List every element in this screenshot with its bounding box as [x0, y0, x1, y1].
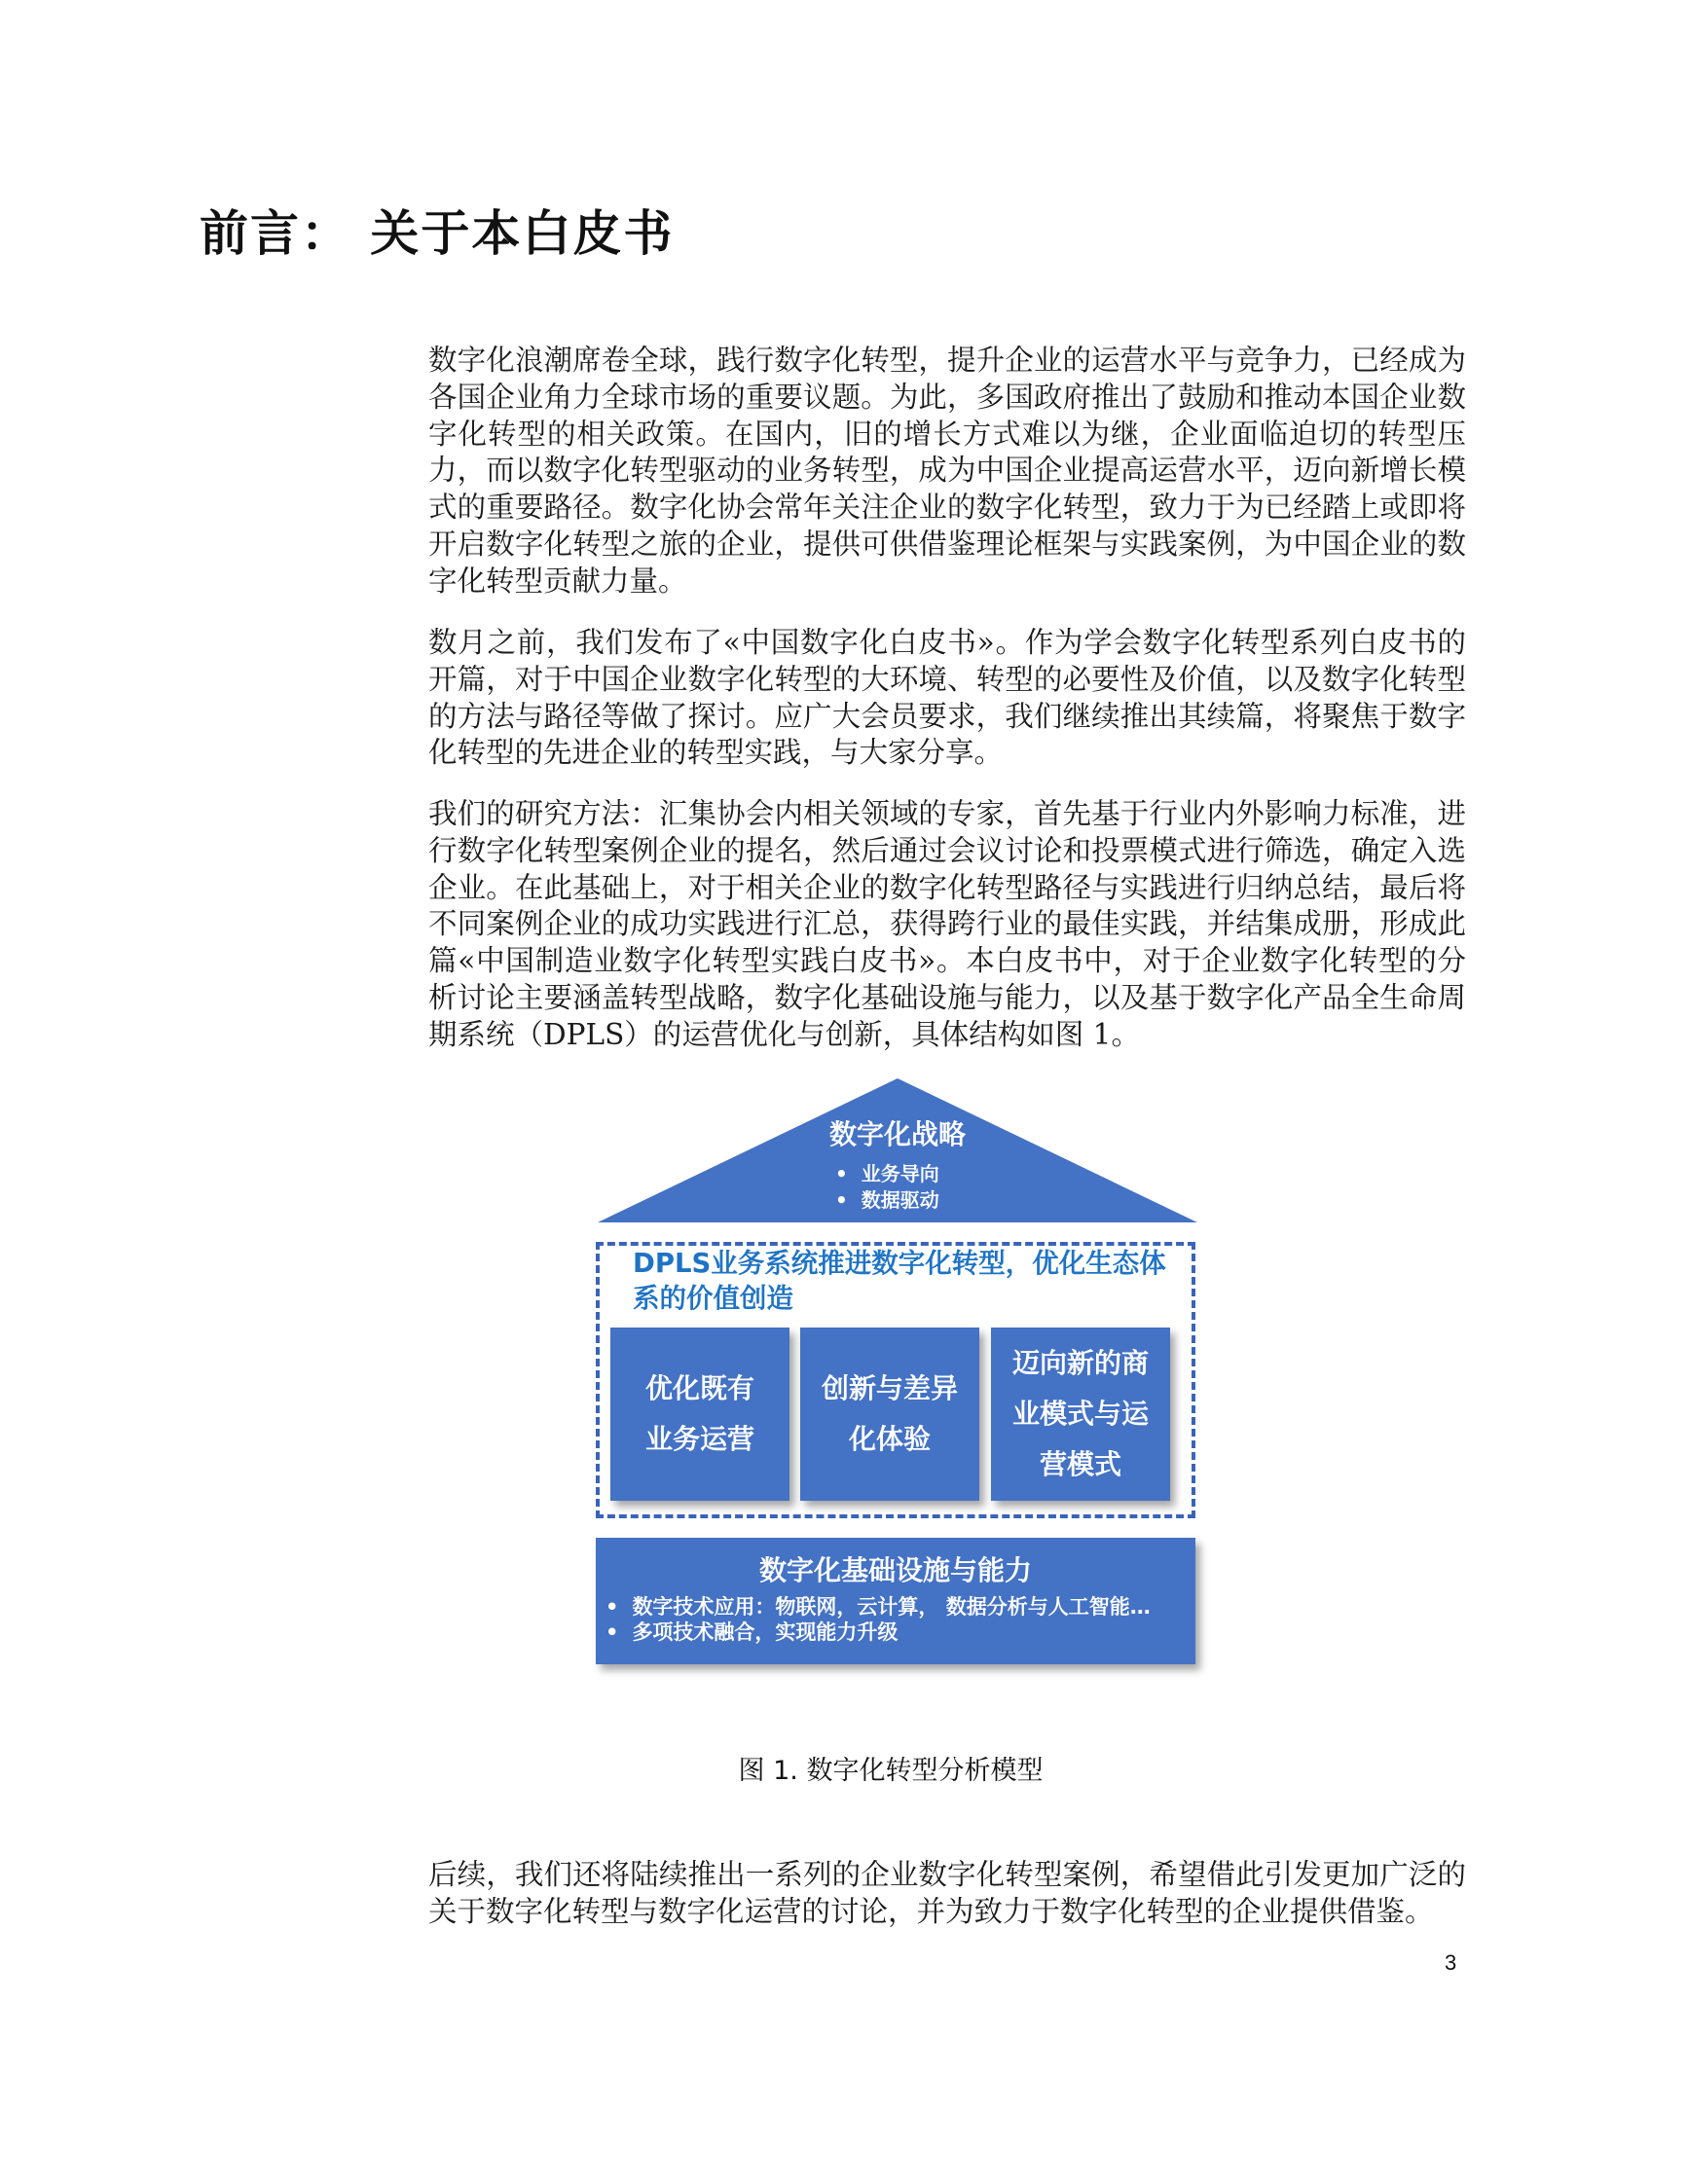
base-bullets: [605, 1594, 1151, 1645]
pillar-new-business-model: [991, 1328, 1170, 1501]
roof-bullet: • 业务导向: [835, 1161, 939, 1187]
page-title: 前言： 关于本白皮书: [200, 205, 675, 262]
roof-bullets: [835, 1161, 939, 1214]
pillar-label: 创新与差异 化体验: [821, 1372, 958, 1455]
pillar-label: 优化既有 业务运营: [644, 1372, 754, 1455]
pillar-label: 迈向新的商 业模式与运 营模式: [1011, 1347, 1149, 1480]
pillar-innovation-experience: [800, 1328, 979, 1501]
paragraph-intro: 数字化浪潮席卷全球，践行数字化转型，提升企业的运营水平与竞争力，已经成为各国企业角力全球市场的重要议题。为此，多国政府推出了鼓励和推动本国企业数字化转型的相关政策。在国内，旧的增长方式难以为继，企业面临迫切的转型压力，而以数字化转型驱动的业务转型，成为中国企业提高运营水平，迈向新增长模式的重要路径。数字化协会常年关注企业的数字化转型，致力于为已经踏上或即将开启数字化转型之旅的企业，提供可供借鉴理论框架与实践案例，为中国企业的数字化转型贡献力量。: [428, 344, 1466, 598]
dpls-title: DPLS业务系统推进数字化转型，优化生态体系的价值创造: [633, 1248, 1166, 1314]
paragraph-previous-release: 数月之前，我们发布了«中国数字化白皮书»。作为学会数字化转型系列白皮书的开篇，对于中国企业数字化转型的大环境、转型的必要性及价值，以及数字化转型的方法与路径等做了探讨。应广大会员要求，我们继续推出其续篇，将聚焦于数字化转型的先进企业的转型实践，与大家分享。: [428, 626, 1466, 770]
roof-title: 数字化战略: [828, 1118, 966, 1150]
roof-bullet: • 数据驱动: [835, 1187, 939, 1214]
base-bullet: • 多项技术融合，实现能力升级: [605, 1620, 1151, 1645]
base-bullet: • 数字技术应用：物联网，云计算， 数据分析与人工智能…: [605, 1594, 1151, 1620]
base-title: 数字化基础设施与能力: [758, 1554, 1032, 1586]
figure-caption: 图 1. 数字化转型分析模型: [738, 1756, 1044, 1786]
paragraph-methodology: 我们的研究方法：汇集协会内相关领域的专家，首先基于行业内外影响力标准，进行数字化转型案例企业的提名，然后通过会议讨论和投票模式进行筛选，确定入选企业。在此基础上，对于相关企业的数字化转型路径与实践进行归纳总结，最后将不同案例企业的成功实践进行汇总，获得跨行业的最佳实践，并结集成册，形成此篇«中国制造业数字化转型实践白皮书»。本白皮书中，对于企业数字化转型的分析讨论主要涵盖转型战略，数字化基础设施与能力，以及基于数字化产品全生命周期系统（DPLS）的运营优化与创新，具体结构如图 1。: [428, 797, 1466, 1051]
pillar-optimize-operations: [610, 1328, 789, 1501]
paragraph-closing: 后续，我们还将陆续推出一系列的企业数字化转型案例，希望借此引发更加广泛的关于数字化转型与数字化运营的讨论，并为致力于数字化转型的企业提供借鉴。: [428, 1858, 1466, 1928]
page-number: 3: [1445, 1950, 1457, 1975]
